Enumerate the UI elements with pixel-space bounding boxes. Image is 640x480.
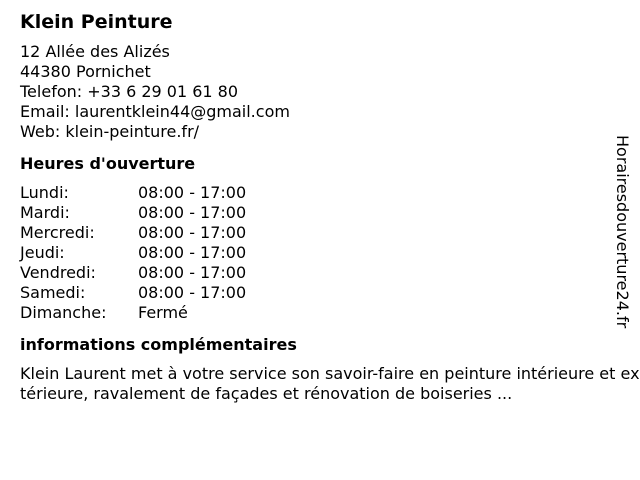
info-description: Klein Laurent met à votre service son savoir-faire en peinture intérieure et extérieure, ravalement de façades et rénovation de boiseries ...: [20, 364, 640, 403]
phone-number[interactable]: Telefon: +33 6 29 01 61 80: [20, 82, 239, 101]
day-label: Mercredi:: [20, 223, 95, 242]
day-hours: 08:00 - 17:00: [138, 263, 247, 282]
day-label: Dimanche:: [20, 303, 107, 322]
day-hours: 08:00 - 17:00: [138, 243, 247, 262]
address-street: 12 Allée des Alizés: [20, 42, 170, 61]
hours-row-thursday: [20, 243, 610, 263]
day-hours: 08:00 - 17:00: [138, 203, 247, 222]
day-hours: 08:00 - 17:00: [138, 283, 247, 302]
hours-table: [20, 183, 610, 323]
email-address[interactable]: Email: laurentklein44@gmail.com: [20, 102, 290, 121]
site-watermark[interactable]: Horairesdouverture24.fr: [613, 135, 632, 329]
info-heading: informations complémentaires: [20, 335, 297, 354]
hours-row-saturday: [20, 283, 610, 303]
website-link[interactable]: Web: klein-peinture.fr/: [20, 122, 200, 141]
day-label: Vendredi:: [20, 263, 96, 282]
hours-row-wednesday: [20, 223, 610, 243]
day-hours: 08:00 - 17:00: [138, 223, 247, 242]
hours-row-monday: [20, 183, 610, 203]
day-label: Mardi:: [20, 203, 70, 222]
day-label: Samedi:: [20, 283, 86, 302]
hours-row-friday: [20, 263, 610, 283]
day-label: Lundi:: [20, 183, 69, 202]
business-name: Klein Peinture: [20, 11, 173, 33]
address-city: 44380 Pornichet: [20, 62, 151, 81]
hours-heading: Heures d'ouverture: [20, 154, 196, 173]
day-label: Jeudi:: [20, 243, 65, 262]
day-hours: Fermé: [138, 303, 188, 322]
hours-row-sunday: [20, 303, 610, 323]
hours-row-tuesday: [20, 203, 610, 223]
day-hours: 08:00 - 17:00: [138, 183, 247, 202]
